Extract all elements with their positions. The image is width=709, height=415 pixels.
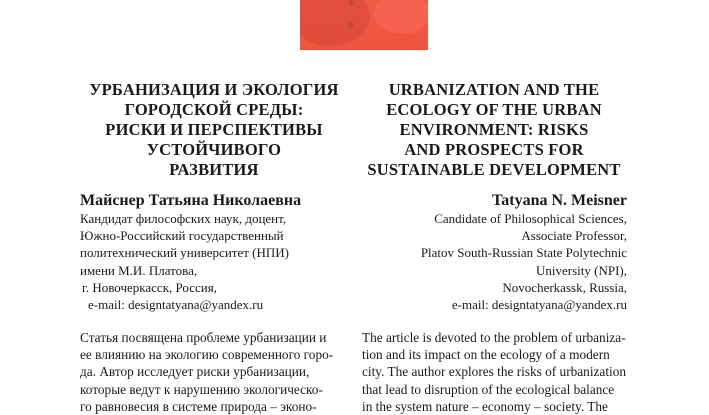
- title-line: РАЗВИТИЯ: [169, 160, 259, 179]
- affiliation-english: [421, 210, 627, 313]
- affiliation-line: имени М.И. Платова,: [80, 262, 198, 278]
- abstract-line: city. The author explores the risks of urbanization: [362, 364, 627, 380]
- photo-button-detail: [348, 0, 354, 6]
- affiliation-line: Novocherkassk, Russia,: [502, 279, 627, 295]
- affiliation-line: Южно-Российский государственный: [80, 228, 284, 244]
- title-line: РИСКИ И ПЕРСПЕКТИВЫ: [105, 120, 323, 139]
- photo-shading: [300, 0, 370, 46]
- photo-button-detail: [348, 22, 354, 28]
- affiliation-line: политехнический университет (НПИ): [80, 245, 289, 261]
- abstract-line: The article is devoted to the problem of urbaniza-: [362, 330, 626, 345]
- abstract-line: да. Автор исследует риски урбанизации,: [80, 364, 310, 380]
- title-line: УРБАНИЗАЦИЯ И ЭКОЛОГИЯ: [89, 80, 339, 99]
- affiliation-line: University (NPI),: [536, 262, 627, 278]
- abstract-line: tion and its impact on the ecology of a modern: [362, 347, 610, 363]
- title-line: ГОРОДСКОЙ СРЕДЫ:: [124, 100, 304, 119]
- title-english: [356, 80, 632, 180]
- author-email[interactable]: e-mail: designtatyana@yandex.ru: [451, 297, 627, 313]
- affiliation-line: Candidate of Philosophical Sciences,: [434, 211, 627, 226]
- affiliation-russian: [80, 210, 289, 313]
- affiliation-line: Кандидат философских наук, доцент,: [80, 211, 287, 226]
- abstract-line: которые ведут к нарушению экологическо-: [80, 381, 323, 397]
- author-photo: [300, 0, 428, 50]
- affiliation-line: Associate Professor,: [521, 228, 627, 244]
- abstract-english: [362, 329, 632, 415]
- abstract-line: that lead to disruption of the ecological balance: [362, 381, 615, 397]
- abstract-line: Статья посвящена проблеме урбанизации и: [80, 330, 327, 345]
- affiliation-line: Platov South-Russian State Polytechnic: [420, 245, 627, 261]
- title-line: URBANIZATION AND THE: [388, 80, 600, 99]
- affiliation-line: г. Новочеркасск, Россия,: [82, 279, 217, 295]
- title-line: ECOLOGY OF THE URBAN: [386, 100, 602, 119]
- title-russian: [76, 80, 352, 180]
- abstract-russian: [80, 329, 352, 415]
- author-name-russian: Майснер Татьяна Николаевна: [80, 192, 302, 209]
- abstract-line: in the system nature – economy – society. The: [362, 398, 608, 414]
- title-line: ENVIRONMENT: RISKS: [399, 120, 589, 139]
- photo-highlight: [374, 0, 428, 34]
- title-line: УСТОЙЧИВОГО: [146, 140, 282, 159]
- title-line: AND PROSPECTS FOR: [404, 140, 584, 159]
- author-email[interactable]: e-mail: designtatyana@yandex.ru: [88, 297, 264, 313]
- title-line: SUSTAINABLE DEVELOPMENT: [367, 160, 621, 179]
- abstract-line: го равновесия в системе природа – эконо-: [80, 398, 317, 414]
- author-name-english: Tatyana N. Meisner: [492, 192, 627, 209]
- abstract-line: ее влиянию на экологию современного горо-: [80, 347, 334, 363]
